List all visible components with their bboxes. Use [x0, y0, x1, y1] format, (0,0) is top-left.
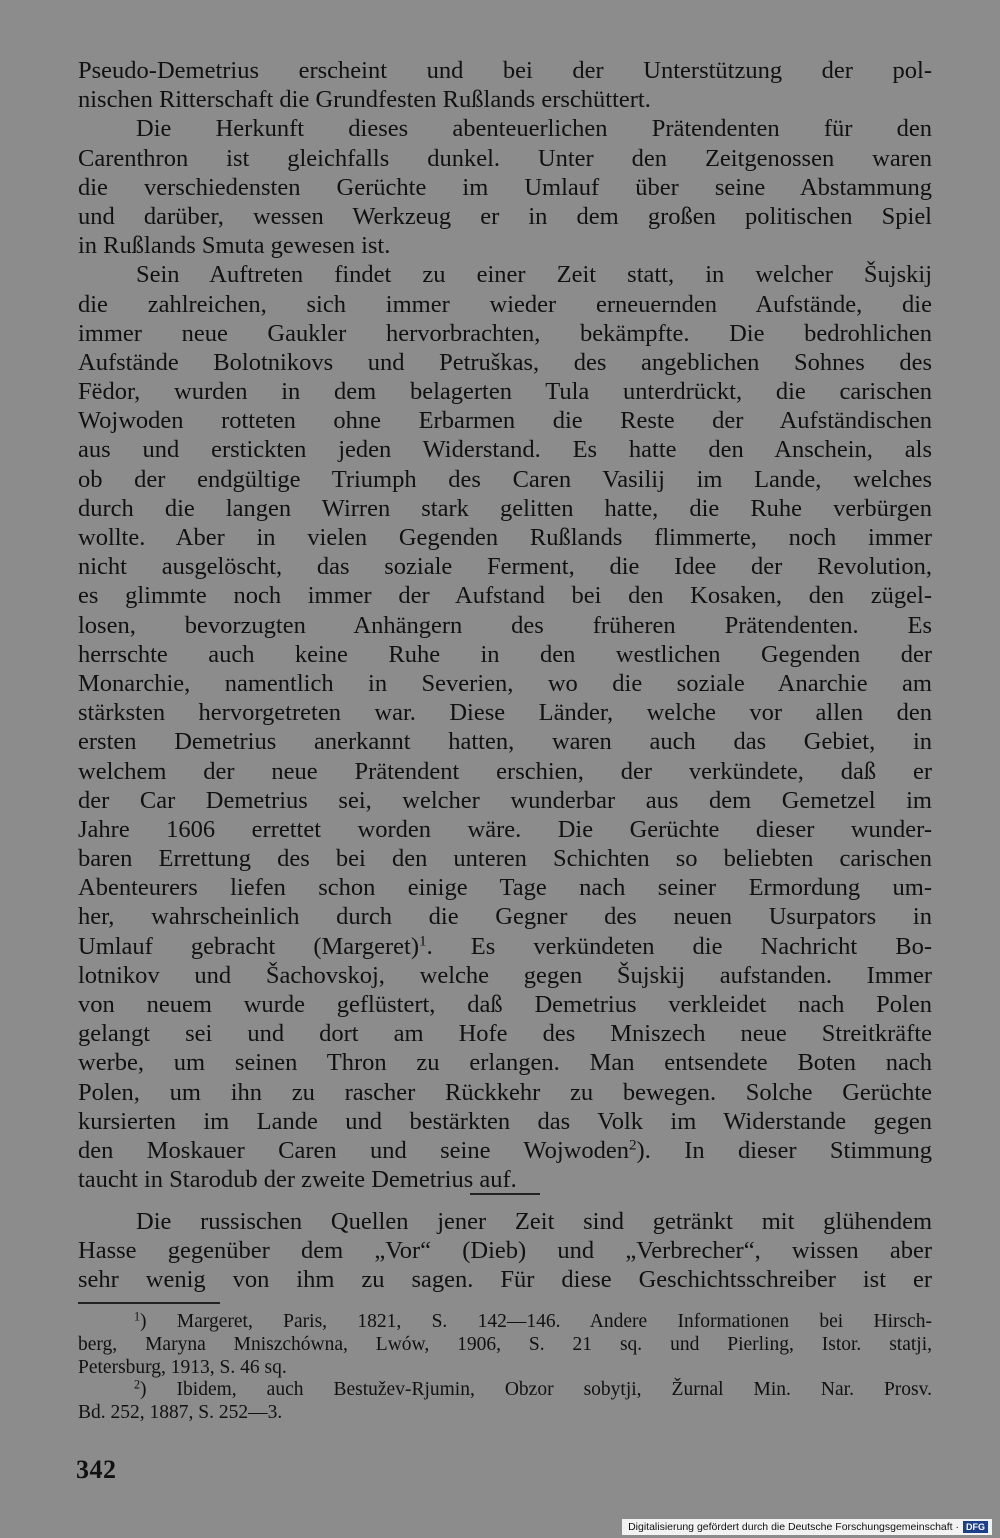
text-line: losen, bevorzugten Anhängern des früheren Prätendenten. Es: [78, 611, 932, 639]
footnote-ref: 2: [628, 1136, 637, 1154]
text-line: ersten Demetrius anerkannt hatten, waren auch das Gebiet, in: [78, 728, 932, 756]
text-line: nischen Ritterschaft die Grundfesten Rußlands erschüttert.: [78, 86, 651, 114]
text-line: Monarchie, namentlich in Severien, wo die soziale Anarchie am: [78, 669, 932, 697]
credit-text: Digitalisierung gefördert durch die Deutsche Forschungsgemeinschaft ·: [628, 1521, 959, 1533]
text-line: lotnikov und Šachovskoj, welche gegen Šujskij aufstanden. Immer: [78, 961, 932, 989]
text-fragment: . Es verkündeten die Nachricht Bo-: [426, 932, 932, 960]
section-separator: [470, 1193, 540, 1195]
text-line: Carenthron ist gleichfalls dunkel. Unter den Zeitgenossen waren: [78, 144, 932, 172]
digitization-credit: [622, 1519, 992, 1535]
text-line: berg, Maryna Mniszchówna, Lwów, 1906, S. 21 sq. und Pierling, Istor. statji,: [78, 1333, 932, 1355]
footnote-marker: 2: [134, 1377, 141, 1392]
text-line: Petersburg, 1913, S. 46 sq.: [78, 1356, 287, 1378]
text-line: Hasse gegenüber dem „Vor“ (Dieb) und „Verbrecher“, wissen aber: [78, 1237, 932, 1265]
text-line: von neuem wurde geflüstert, daß Demetrius verkleidet nach Polen: [78, 991, 932, 1018]
text-line: gelangt sei und dort am Hofe des Mniszech neue Streitkräfte: [78, 1020, 932, 1048]
text-line: Wojwoden rotteten ohne Erbarmen die Reste der Aufständischen: [78, 407, 932, 435]
text-line: Die Herkunft dieses abenteuerlichen Prätendenten für den: [136, 115, 932, 143]
main-text: [78, 56, 932, 1194]
text-line: durch die langen Wirren stark gelitten hatte, die Ruhe verbürgen: [78, 494, 932, 522]
footnote-2: [78, 1379, 932, 1402]
footnote-rule: [78, 1302, 220, 1304]
text-line: taucht in Starodub der zweite Demetrius auf.: [78, 1166, 517, 1194]
text-line: her, wahrscheinlich durch die Gegner des neuen Usurpators in: [78, 903, 932, 931]
text-line: kursierten im Lande und bestärkten das Volk im Widerstande gegen: [78, 1107, 932, 1135]
text-line: [78, 932, 932, 961]
text-line: Sein Auftreten findet zu einer Zeit statt, in welcher Šujskij: [136, 261, 932, 289]
text-line: ob der endgültige Triumph des Caren Vasilij im Lande, welches: [78, 465, 932, 493]
text-line: der Car Demetrius sei, welcher wunderbar aus dem Gemetzel im: [78, 786, 932, 814]
text-line: Fëdor, wurden in dem belagerten Tula unterdrückt, die carischen: [78, 378, 932, 406]
dfg-logo: DFG: [963, 1521, 988, 1533]
text-line: aus und erstickten jeden Widerstand. Es hatte den Anschein, als: [78, 436, 932, 464]
text-line: in Rußlands Smuta gewesen ist.: [78, 232, 391, 260]
text-line: stärksten hervorgetreten war. Diese Länder, welche vor allen den: [78, 699, 932, 727]
text-line: welchem der neue Prätendent erschien, der verkündete, daß er: [78, 757, 932, 785]
text-line: herrschte auch keine Ruhe in den westlichen Gegenden der: [78, 640, 932, 668]
text-line: die verschiedensten Gerüchte im Umlauf über seine Abstammung: [78, 173, 932, 201]
text-line: die zahlreichen, sich immer wieder erneuernden Aufstände, die: [78, 290, 932, 318]
footnote-marker: 1: [134, 1309, 141, 1324]
page-number: 342: [76, 1455, 117, 1484]
text-line: [78, 1136, 932, 1165]
text-fragment: ). In dieser Stimmung: [636, 1136, 932, 1164]
text-line: Abenteurers liefen schon einige Tage nach seiner Ermordung um-: [78, 874, 932, 902]
text-line: Die russischen Quellen jener Zeit sind getränkt mit glühendem: [136, 1208, 932, 1235]
text-line: es glimmte noch immer der Aufstand bei den Kosaken, den zügel-: [78, 582, 932, 610]
text-line: nicht ausgelöscht, das soziale Ferment, die Idee der Revolution,: [78, 553, 932, 581]
text-fragment: ) Ibidem, auch Bestužev-Rjumin, Obzor sobytji, Žurnal Min. Nar. Prosv.: [140, 1379, 932, 1401]
text-fragment: den Moskauer Caren und seine Wojwoden: [78, 1136, 629, 1164]
text-line: baren Errettung des bei den unteren Schichten so beliebten carischen: [78, 845, 932, 873]
text-line: Polen, um ihn zu rascher Rückkehr zu bewegen. Solche Gerüchte: [78, 1078, 932, 1106]
footnote-1: [78, 1311, 932, 1334]
footnotes: [78, 1311, 932, 1425]
text-line: immer neue Gaukler hervorbrachten, bekämpfte. Die bedrohlichen: [78, 319, 932, 347]
main-text-continued: [78, 1207, 932, 1295]
text-line: und darüber, wessen Werkzeug er in dem großen politischen Spiel: [78, 202, 932, 230]
text-line: sehr wenig von ihm zu sagen. Für diese Geschichtsschreiber ist er: [78, 1266, 932, 1294]
footnote-ref: 1: [419, 932, 427, 950]
text-line: werbe, um seinen Thron zu erlangen. Man entsendete Boten nach: [78, 1049, 932, 1077]
text-line: wollte. Aber in vielen Gegenden Rußlands flimmerte, noch immer: [78, 524, 932, 551]
text-fragment: Umlauf gebracht (Margeret): [78, 932, 419, 960]
text-line: Jahre 1606 errettet worden wäre. Die Gerüchte dieser wunder-: [78, 815, 932, 843]
text-fragment: ) Margeret, Paris, 1821, S. 142—146. Andere Informationen bei Hirsch-: [140, 1311, 932, 1332]
text-line: Pseudo-Demetrius erscheint und bei der Unterstützung der pol-: [78, 57, 932, 84]
text-line: Aufstände Bolotnikovs und Petruškas, des angeblichen Sohnes des: [78, 348, 932, 376]
text-line: Bd. 252, 1887, S. 252—3.: [78, 1402, 283, 1424]
